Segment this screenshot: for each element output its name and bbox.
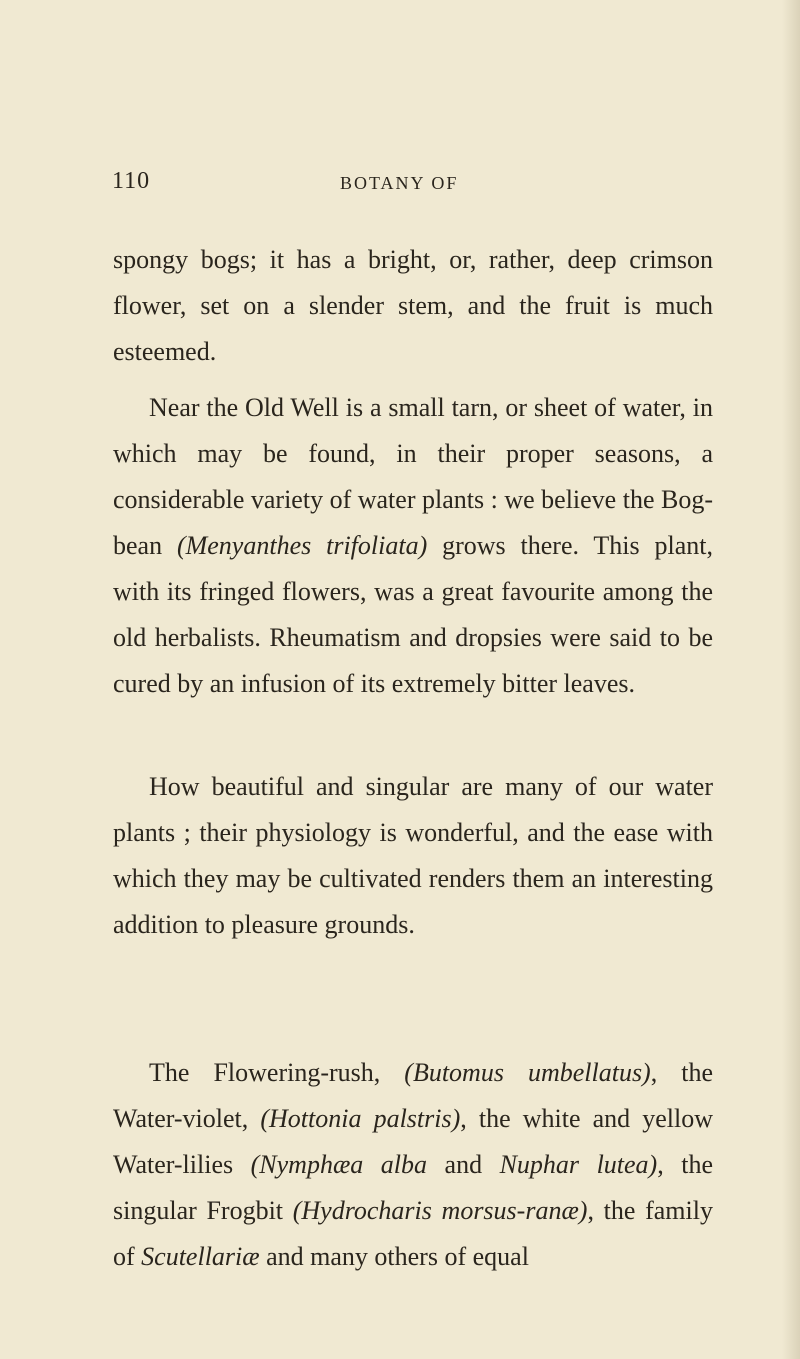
- latin-name-nymphaea: (Nymphæa alba: [250, 1150, 428, 1179]
- paragraph-4-part-a: The Flowering-rush,: [149, 1058, 405, 1087]
- page-edge-shadow: [782, 0, 800, 1359]
- latin-name-scutellariae: Scutellariæ: [141, 1242, 260, 1271]
- paragraph-2-part-a: Near the Old Well is a small tarn, or sheet of water, in which may be found, in their proper seasons, a considerable variety of water plants : we believe the Bog-bean: [113, 393, 713, 560]
- latin-name-hottonia: (Hottonia palstris): [260, 1104, 461, 1133]
- paragraph-4: [113, 1050, 713, 1280]
- page-number: 110: [112, 168, 151, 194]
- paragraph-4-part-c: , the white and yellow Water-lilies: [113, 1104, 713, 1179]
- paragraph-2: [113, 385, 713, 707]
- paragraph-4-part-b: , the Water-violet,: [113, 1058, 713, 1133]
- paragraph-4-part-d: and: [427, 1150, 500, 1179]
- latin-name-nuphar: Nuphar lutea): [499, 1150, 658, 1179]
- paragraph-2-part-b: grows there. This plant, with its fringed flowers, was a great favourite among the old herbalists. Rheumatism and dropsies were said to be cured by an infusion of its extremely bitter leaves.: [113, 531, 713, 698]
- latin-name-butomus: (Butomus umbellatus): [404, 1058, 651, 1087]
- paragraph-3: [113, 764, 713, 948]
- paragraph-1: [113, 237, 713, 375]
- latin-name-hydrocharis: (Hydrocharis morsus-ranæ): [292, 1196, 588, 1225]
- running-title: BOTANY OF: [340, 173, 459, 193]
- paragraph-4-text: [113, 1050, 713, 1280]
- paragraph-3-text: How beautiful and singular are many of our water plants ; their physiology is wonderful, and the ease with which they may be cultivated renders them an interesting addition to pleasure grounds.: [113, 772, 713, 939]
- paragraph-4-part-f: , the family of: [113, 1196, 713, 1271]
- paragraph-4-part-g: and many others of equal: [259, 1242, 529, 1271]
- paragraph-1-text: spongy bogs; it has a bright, or, rather, deep crimson flower, set on a slender stem, and the fruit is much esteemed.: [113, 245, 713, 366]
- latin-name-menyanthes: (Menyanthes trifoliata): [176, 531, 428, 560]
- paragraph-2-text: [113, 385, 713, 707]
- paragraph-4-part-e: , the singular Frogbit: [113, 1150, 713, 1225]
